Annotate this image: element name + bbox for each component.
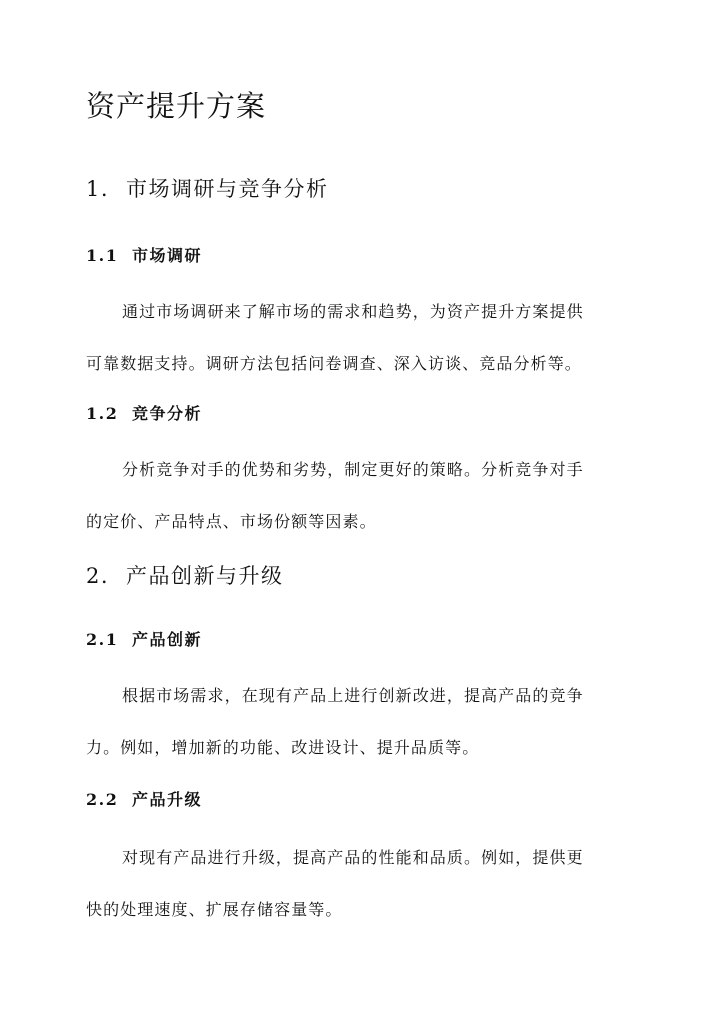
paragraph-line: 对现有产品进行升级，提高产品的性能和品质。例如，提供更 — [122, 848, 584, 867]
section-title: 市场调研与竞争分析 — [126, 177, 329, 201]
section-title: 产品创新与升级 — [126, 564, 284, 588]
subsection-title: 竞争分析 — [132, 404, 203, 423]
subsection-number: 1.1 — [86, 246, 119, 265]
paragraph-line: 可靠数据支持。调研方法包括问卷调查、深入访谈、竞品分析等。 — [86, 354, 582, 373]
subsection-number: 2.1 — [86, 630, 119, 649]
document-title: 资产提升方案 — [86, 89, 267, 123]
section-number: 2. — [86, 564, 110, 588]
paragraph-2-2 — [86, 846, 632, 922]
paragraph-line: 快的处理速度、扩展存储容量等。 — [86, 900, 343, 919]
paragraph-1-2 — [86, 458, 632, 534]
paragraph-2-1 — [86, 684, 632, 760]
subsection-title: 市场调研 — [132, 246, 203, 265]
paragraph-line: 根据市场需求，在现有产品上进行创新改进，提高产品的竞争 — [122, 686, 584, 705]
paragraph-line: 通过市场调研来了解市场的需求和趋势，为资产提升方案提供 — [122, 302, 584, 321]
section-heading-1 — [86, 174, 329, 204]
subsection-title: 产品创新 — [132, 630, 203, 649]
subsection-heading-1-2 — [86, 402, 202, 426]
paragraph-line: 力。例如，增加新的功能、改进设计、提升品质等。 — [86, 738, 480, 757]
paragraph-line: 分析竞争对手的优势和劣势，制定更好的策略。分析竞争对手 — [122, 460, 584, 479]
section-heading-2 — [86, 561, 284, 591]
subsection-heading-1-1 — [86, 244, 202, 268]
subsection-number: 2.2 — [86, 790, 119, 809]
subsection-number: 1.2 — [86, 404, 119, 423]
paragraph-1-1 — [86, 300, 632, 376]
subsection-heading-2-2 — [86, 788, 202, 812]
section-number: 1. — [86, 177, 110, 201]
subsection-heading-2-1 — [86, 628, 202, 652]
subsection-title: 产品升级 — [132, 790, 203, 809]
paragraph-line: 的定价、产品特点、市场份额等因素。 — [86, 512, 377, 531]
